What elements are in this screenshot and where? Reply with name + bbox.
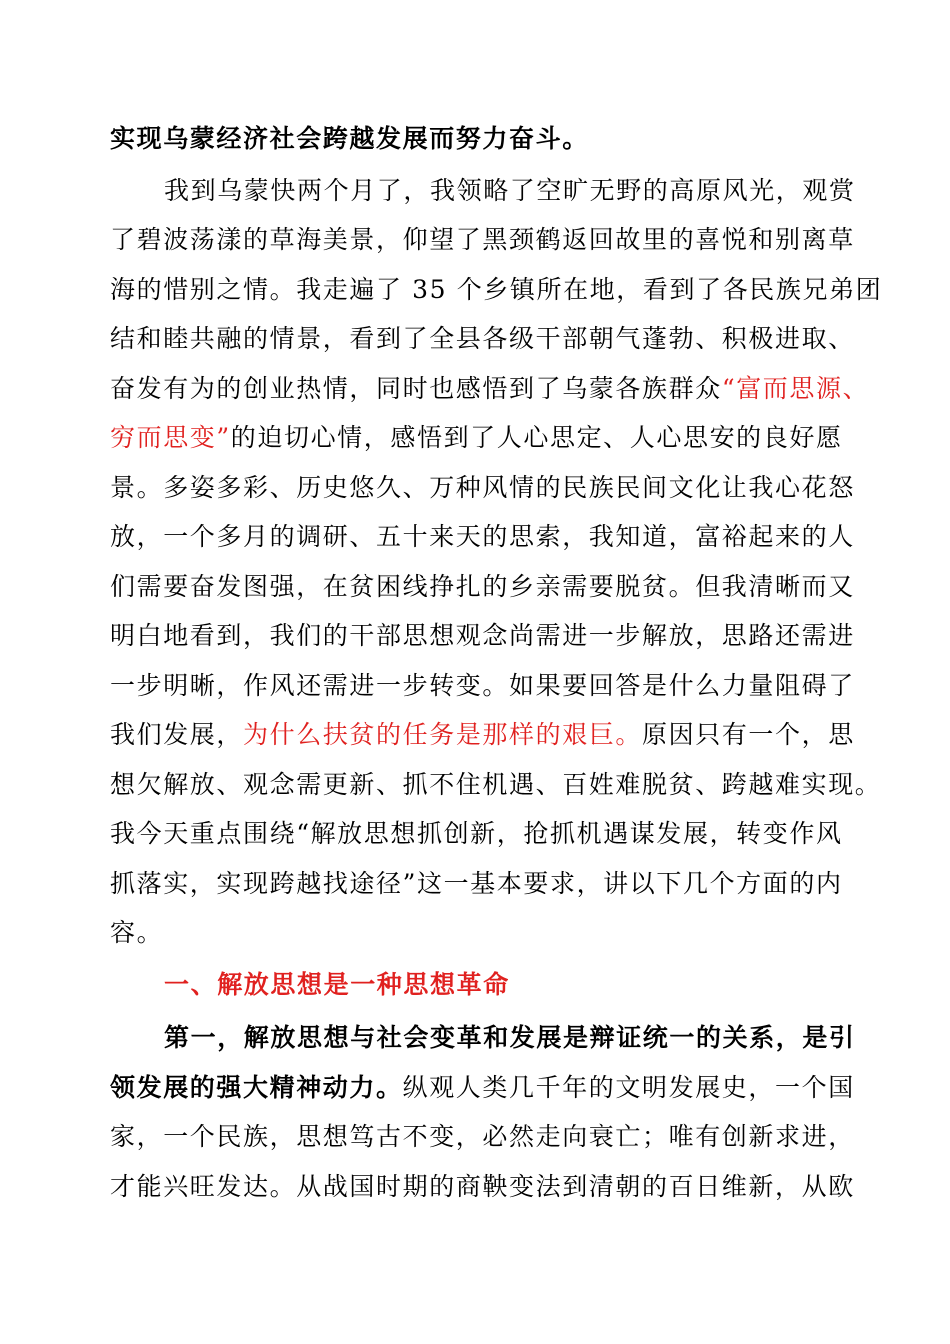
paragraph-line-with-quote (110, 413, 846, 463)
paragraph-line: 才能兴旺发达。从战国时期的商鞅变法到清朝的百日维新，从欧 (110, 1171, 855, 1201)
paragraph-line: 家，一个民族，思想笃古不变，必然走向衰亡；唯有创新求进， (110, 1122, 855, 1151)
paragraph-line: 想欠解放、观念需更新、抓不住机遇、百姓难脱贫、跨越难实现。 (110, 769, 882, 799)
red-question: 为什么扶贫的任务是那样的艰巨。 (243, 720, 643, 749)
paragraph-line: 我今天重点围绕“解放思想抓创新，抢抓机遇谋发展，转变作风 (110, 819, 843, 848)
paragraph-line: 们需要奋发图强，在贫困线挣扎的乡亲需要脱贫。但我清晰而又 (110, 571, 855, 601)
paragraph-line: 容。 (110, 918, 164, 947)
line-text: 我们发展， (110, 720, 244, 749)
bold-lead: 领发展的强大精神动力。 (110, 1072, 403, 1102)
paragraph-arrival (110, 166, 883, 958)
line-text: 奋发有为的创业热情，同时也感悟到了乌蒙各族群众 (110, 373, 722, 403)
line-text: 原因只有一个，思 (642, 720, 855, 749)
paragraph-line: 结和睦共融的情景，看到了全县各级干部朝气蓬勃、积极进取、 (110, 324, 855, 353)
intro-line-text: 实现乌蒙经济社会跨越发展而努力奋斗。 (110, 124, 589, 153)
paragraph-line: 放，一个多月的调研、五十来天的思索，我知道，富裕起来的人 (110, 522, 855, 551)
intro-line (110, 114, 846, 164)
paragraph-line: 我到乌蒙快两个月了，我领略了空旷无野的高原风光，观赏 (164, 175, 856, 205)
line-text: 纵观人类几千年的文明发展史，一个国 (402, 1072, 855, 1102)
paragraph-line-mixed (110, 1063, 855, 1113)
paragraph-first-point (110, 1013, 856, 1211)
bold-line: 第一，解放思想与社会变革和发展是辩证统一的关系，是引 (164, 1023, 856, 1052)
red-quote-part2: 穷而思变” (110, 423, 231, 452)
paragraph-line: 抓落实，实现跨越找途径”这一基本要求，讲以下几个方面的内 (110, 868, 843, 898)
document-body (110, 114, 883, 1211)
paragraph-line-with-question (110, 710, 855, 760)
paragraph-line: 海的惜别之情。我走遍了 35 个乡镇所在地，看到了各民族兄弟团 (110, 274, 883, 304)
line-text: 的迫切心情，感悟到了人心思定、人心思安的良好愿 (230, 423, 843, 452)
paragraph-line: 了碧波荡漾的草海美景，仰望了黑颈鹤返回故里的喜悦和别离草 (110, 225, 855, 254)
paragraph-line: 景。多姿多彩、历史悠久、万种风情的民族民间文化让我心花怒 (110, 472, 855, 502)
paragraph-line: 一步明晰，作风还需进一步转变。如果要回答是什么力量阻碍了 (110, 670, 855, 700)
section-heading-text: 一、解放思想是一种思想革命 (164, 969, 510, 999)
paragraph-line: 明白地看到，我们的干部思想观念尚需进一步解放，思路还需进 (110, 621, 855, 650)
paragraph-line-with-quote (110, 364, 870, 414)
red-quote-part1: “富而思源、 (721, 373, 870, 403)
section-heading (110, 960, 846, 1010)
